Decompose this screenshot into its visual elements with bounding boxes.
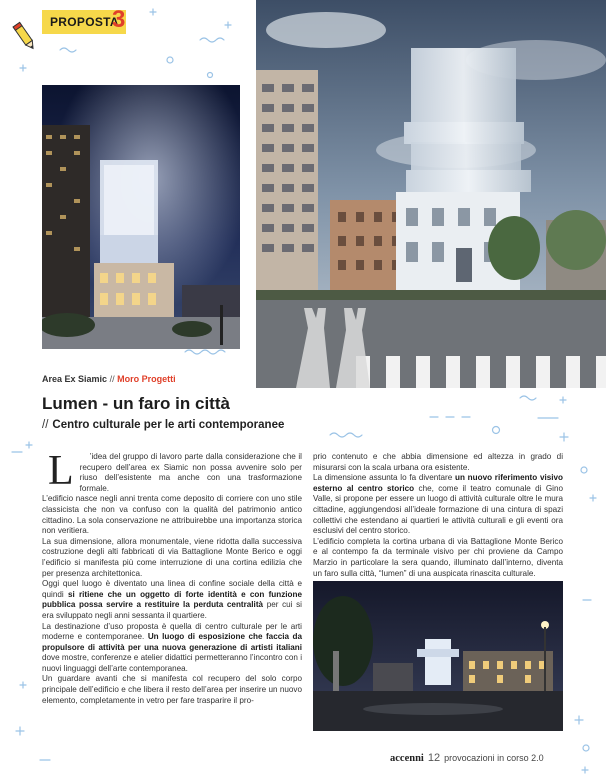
footer-series: provocazioni in corso 2.0 [444, 753, 544, 763]
subtitle-prefix: // [42, 419, 49, 431]
night-render-photo [42, 85, 240, 349]
day-render-photo [256, 0, 606, 388]
paragraph: La sua dimensione, allora monumentale, viene ridotta dalla successiva costruzione degli alti fabbricati di via Battaglione Monte Berico e oggi l’edificio si manifesta più come interruzione di una cortina edilizia che per presenza architettonica. [42, 536, 302, 578]
paragraph-text: ’idea del gruppo di lavoro parte dalla considerazione che il recupero dell’area ex Siamic non possa avvenire solo per riuso dell’esistente ma anche con una trasformazione formale. [79, 452, 302, 493]
article-title: Lumen - un faro in città [42, 394, 230, 413]
paragraph [42, 622, 302, 675]
paragraph [42, 448, 302, 494]
paragraph: Un guardare avanti che si manifesta col recupero del solo corpo principale dell’edificio e che libera il resto dell’area per inserire un nuovo elemento, completamente in vetro per fare trasparire il pro- [42, 674, 302, 705]
paragraph-text: che, come il teatro comunale di Gino Valle, si propone per essere un luogo di attività culturale oltre le mura cittadine, aggiungendosi all’ideale formazione di una cintura di spazi collettivi che estendano ai quartieri le attività culturali e gli eventi ora esclusivi del centro storico. [313, 483, 563, 536]
article-subtitle [42, 419, 284, 431]
paragraph-text: La dimensione assunta lo fa diventare [313, 473, 456, 483]
paragraph: prio contenuto e che abbia dimensione ed altezza in grado di misurarsi con la scala urbana ora esistente. [313, 452, 563, 472]
paragraph-text: dove mostre, conferenze e atelier didattici permetteranno l’incontro con i nuovi linguaggi dell’arte contemporanea. [42, 653, 302, 673]
paragraph [42, 579, 302, 621]
body-column-right [313, 452, 563, 579]
paragraph-highlight: Un luogo di esposizione che faccia da propulsore di attività per una nuova generazione di artisti italiani [42, 632, 302, 652]
paragraph: L’edificio completa la cortina urbana di via Battaglione Monte Berico e al contempo fa da terminale visivo per chi proviene da Campo Marzio in particolare la sera quando, illuminato dall’interno, diventa un faro sulla città, “lumen” di una auspicata rinascita culturale. [313, 536, 563, 578]
paragraph-text: Oggi quel luogo è diventato una linea di confine sociale della città e quindi [42, 579, 302, 599]
paragraph-highlight: un nuovo riferimento visivo esterno al centro storico [313, 473, 563, 493]
caption-separator: // [109, 374, 115, 384]
paragraph-text: per cui si era sviluppato negli anni sessanta il quartiere. [42, 600, 302, 620]
night-square-photo [313, 581, 563, 731]
body-column-left [42, 448, 302, 706]
section-tag-number: 3 [112, 6, 126, 33]
section-tag-label: PROPOSTA [50, 15, 119, 29]
paragraph [313, 473, 563, 537]
paragraph-highlight: si ritiene che un oggetto di forte identità e con funzione pubblica possa servire a restituire la perduta centralità [42, 589, 302, 610]
photo-caption [42, 374, 176, 384]
drop-cap: L [48, 448, 74, 494]
pencil-icon [10, 20, 40, 54]
page-footer [390, 752, 544, 764]
subtitle-text: Centro culturale per le arti contemporanee [52, 419, 285, 431]
caption-area: Area Ex Siamic [42, 374, 108, 384]
page-number: 12 [427, 752, 441, 764]
paragraph-text: La destinazione d’uso proposta è quella di centro culturale per le arti moderne e contemporanee. [42, 621, 302, 642]
paragraph: L’edificio nasce negli anni trenta come deposito di corriere con uno stile classicista che non va confuso con la qualità del patrimonio antico cittadino. La sola conservazione ne attribuirebbe una importanza storica non veritiera. [42, 494, 302, 536]
caption-category: Moro Progetti [117, 374, 176, 384]
footer-brand: accenni [390, 753, 424, 764]
